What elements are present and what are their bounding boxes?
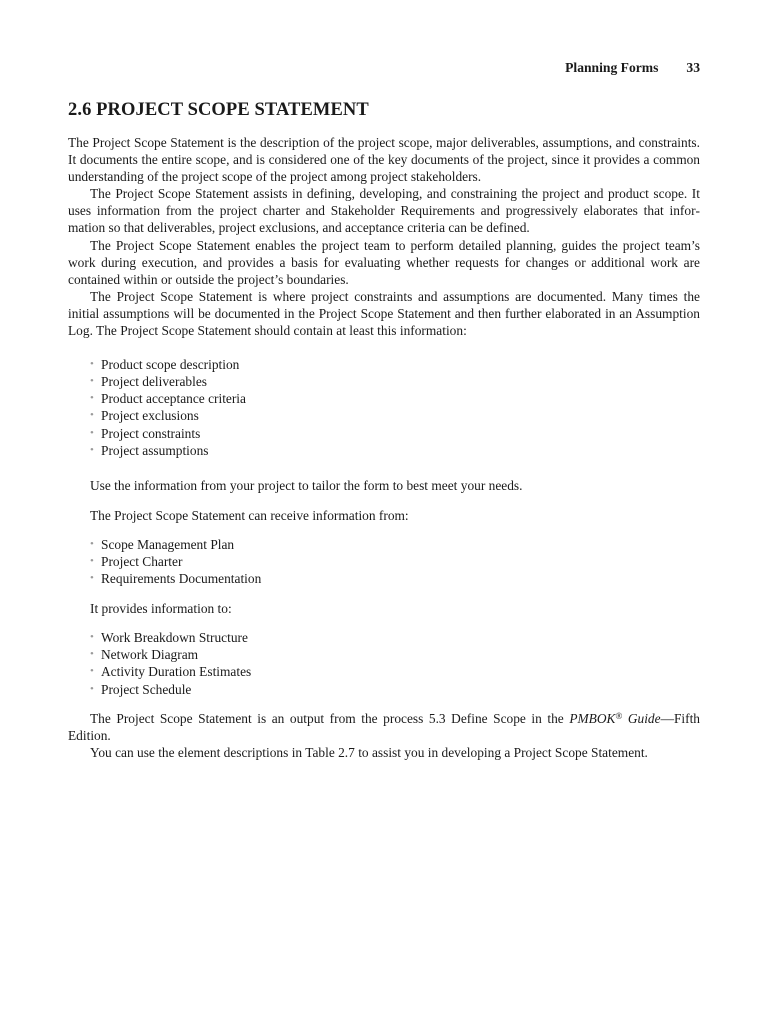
- paragraph-definition: The Project Scope Statement is the description of the project scope, major deliverables, assumptions, and constraints. It documents the entire scope, and is considered one of the key documents of the project, since it provides a common understanding of the project scope of the project among project stakeholders.: [68, 135, 700, 185]
- list-item: [90, 681, 700, 698]
- inputs-list: [68, 536, 700, 587]
- bullet-icon: •: [90, 665, 94, 678]
- list-item: [90, 442, 700, 459]
- bullet-icon: •: [90, 572, 94, 585]
- bullet-icon: •: [90, 392, 94, 405]
- list-item-label: Project constraints: [101, 425, 201, 441]
- paragraph-closing: You can use the element descriptions in Table 2.7 to assist you in developing a Project Scope Statement.: [90, 744, 648, 760]
- bullet-icon: •: [90, 648, 94, 661]
- running-head: [565, 59, 700, 77]
- list-item: [90, 356, 700, 373]
- output-text-after: —Fifth Edition.: [68, 710, 700, 743]
- list-item-label: Network Diagram: [101, 647, 199, 663]
- paragraph-purpose: The Project Scope Statement assists in defining, developing, and constraining the project and product scope. It uses information from the project charter and Stakeholder Requirements and progressively elaborates that information so that deliverables, project exclusions, and acceptance criteria can be defined.: [68, 186, 700, 236]
- list-item-label: Activity Duration Estimates: [101, 664, 252, 680]
- list-item: [90, 646, 700, 663]
- bullet-icon: •: [90, 631, 94, 644]
- list-item-label: Product acceptance criteria: [101, 391, 246, 407]
- list-item: [90, 553, 700, 570]
- list-item: [90, 407, 700, 424]
- section-heading: 2.6 PROJECT SCOPE STATEMENT: [68, 100, 369, 120]
- outputs-list: [68, 629, 700, 697]
- list-item: [90, 536, 700, 553]
- bullet-icon: •: [90, 375, 94, 388]
- list-item-label: Project assumptions: [101, 442, 209, 458]
- bullet-icon: •: [90, 409, 94, 422]
- bullet-icon: •: [90, 554, 94, 567]
- guide-title: Guide: [622, 710, 661, 726]
- running-head-title: Planning Forms: [565, 60, 659, 75]
- list-item-label: Project Schedule: [101, 681, 192, 697]
- paragraph-receive-intro: The Project Scope Statement can receive information from:: [90, 507, 409, 523]
- list-item: [90, 425, 700, 442]
- bullet-icon: •: [90, 358, 94, 371]
- list-item-label: Product scope description: [101, 357, 240, 373]
- list-item: [90, 390, 700, 407]
- list-item: [90, 373, 700, 390]
- paragraph-tailor: Use the information from your project to tailor the form to best meet your needs.: [90, 477, 523, 493]
- paragraph-output-source: [68, 710, 700, 744]
- list-item-label: Project exclusions: [101, 408, 199, 424]
- paragraph-assumptions: The Project Scope Statement is where project constraints and assumptions are documented. Many times the initial assumptions will be documented in the Project Scope Statement and then further elaborated in an Assumption Log. The Project Scope Statement should contain at least this information:: [68, 288, 700, 339]
- bullet-icon: •: [90, 682, 94, 695]
- book-page: [68, 0, 700, 1024]
- list-item-label: Requirements Documentation: [101, 571, 262, 587]
- list-item-label: Project Charter: [101, 553, 183, 569]
- list-item-label: Project deliverables: [101, 374, 207, 390]
- list-item-label: Scope Management Plan: [101, 536, 235, 552]
- registered-mark: ®: [615, 710, 623, 721]
- contents-list: [68, 356, 700, 459]
- page-number: 33: [686, 60, 700, 75]
- bullet-icon: •: [90, 537, 94, 550]
- list-item: [90, 663, 700, 680]
- body-text: [68, 134, 700, 761]
- list-item-label: Work Breakdown Structure: [101, 630, 248, 646]
- bullet-icon: •: [90, 426, 94, 439]
- pmbok-title: PMBOK: [569, 710, 616, 726]
- paragraph-planning: The Project Scope Statement enables the project team to perform detailed planning, guides the project team’s work during execution, and provides a basis for evaluating whether requests for changes or additional work are contained within or outside the project’s boundaries.: [68, 237, 700, 287]
- list-item: [90, 570, 700, 587]
- output-text-before: The Project Scope Statement is an output from the process 5.3 Define Scope in the: [90, 710, 570, 726]
- bullet-icon: •: [90, 443, 94, 456]
- paragraph-provides-intro: It provides information to:: [90, 601, 232, 617]
- list-item: [90, 629, 700, 646]
